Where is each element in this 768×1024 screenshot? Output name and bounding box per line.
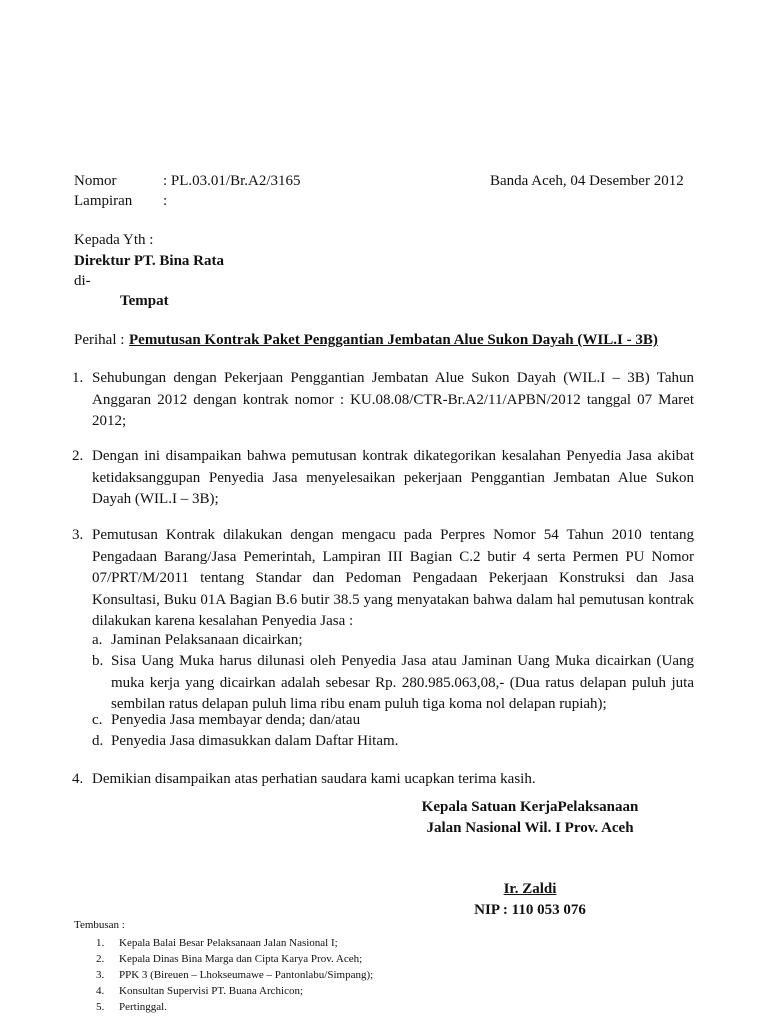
subitem-letter: c. [92, 712, 103, 728]
item-number: 2. [72, 448, 84, 464]
subitem-text: Penyedia Jasa dimasukkan dalam Daftar Hitam. [111, 733, 399, 749]
tembusan-number: 4. [96, 985, 105, 997]
subitem-text: Penyedia Jasa membayar denda; dan/atau [111, 712, 361, 728]
tembusan-label: Tembusan : [74, 919, 125, 931]
item-text: Pemutusan Kontrak dilakukan dengan mengacu pada Perpres Nomor 54 Tahun 2010 tentang Pengadaan Barang/Jasa Pemerintah, Lampiran III Bagian C.2 butir 4 serta Permen PU Nomor 07/PRT/M/2011 tentang Standar dan Pedoman Pengadaan Pekerjaan Konstruksi dan Jasa Konsultasi, Buku 01A Bagian B.6 butir 38.5 yang menyatakan bahwa dalam hal pemutusan kontrak dilakukan karena kesalahan Penyedia Jasa : [92, 527, 694, 629]
item-text: Demikian disampaikan atas perhatian saudara kami ucapkan terima kasih. [92, 771, 536, 787]
signature-title-line2: Jalan Nasional Wil. I Prov. Aceh [426, 820, 634, 836]
tembusan-item: Kepala Dinas Bina Marga dan Cipta Karya Prov. Aceh; [119, 953, 363, 965]
item-number: 4. [72, 771, 84, 787]
tembusan-item: PPK 3 (Bireuen – Lhokseumawe – Pantonlabu/Simpang); [119, 969, 374, 981]
subitem-text: Jaminan Pelaksanaan dicairkan; [111, 632, 303, 648]
tembusan-number: 5. [96, 1001, 105, 1013]
nomor-value: : PL.03.01/Br.A2/3165 [163, 173, 301, 189]
perihal-value: Pemutusan Kontrak Paket Penggantian Jembatan Alue Sukon Dayah (WIL.I - 3B) [129, 332, 658, 348]
signature-title-line1: Kepala Satuan KerjaPelaksanaan [421, 799, 639, 815]
tembusan-number: 1. [96, 937, 105, 949]
item-text: Sehubungan dengan Pekerjaan Penggantian Jembatan Alue Sukon Dayah (WIL.I – 3B) Tahun Anggaran 2012 dengan kontrak nomor : KU.08.08/CTR-Br.A2/11/APBN/2012 tanggal 07 Maret 2012; [92, 370, 694, 429]
tembusan-number: 2. [96, 953, 105, 965]
tembusan-item: Konsultan Supervisi PT. Buana Archicon; [119, 985, 304, 997]
signatory-nip: NIP : 110 053 076 [474, 902, 586, 918]
tembusan-item: Pertinggal. [119, 1001, 167, 1013]
tembusan-number: 3. [96, 969, 105, 981]
tembusan-item: Kepala Balai Besar Pelaksanaan Jalan Nasional I; [119, 937, 338, 949]
item-number: 3. [72, 527, 84, 543]
perihal-label: Perihal : [74, 332, 125, 348]
place-date: Banda Aceh, 04 Desember 2012 [490, 173, 684, 189]
subitem-letter: d. [92, 733, 104, 749]
subitem-text: Sisa Uang Muka harus dilunasi oleh Penyedia Jasa atau Jaminan Uang Muka dicairkan (Uang muka kerja yang dicairkan adalah sebesar Rp. 280.985.063,08,- (Dua ratus delapan puluh juta sembilan ratus delapan puluh lima ribu enam puluh tiga koma nol delapan rupiah); [111, 653, 694, 712]
subitem-letter: a. [92, 632, 103, 648]
item-text: Dengan ini disampaikan bahwa pemutusan kontrak dikategorikan kesalahan Penyedia Jasa akibat ketidaksanggupan Penyedia Jasa menyelesaikan pekerjaan Penggantian Jembatan Alue Sukon Dayah (WIL.I – 3B); [92, 448, 694, 507]
recipient-di: di- [74, 273, 91, 289]
lampiran-label: Lampiran [74, 193, 133, 209]
subitem-letter: b. [92, 653, 104, 669]
nomor-label: Nomor [74, 173, 117, 189]
signatory-name: Ir. Zaldi [503, 881, 557, 897]
recipient-name: Direktur PT. Bina Rata [74, 253, 225, 269]
recipient-tempat: Tempat [120, 293, 169, 309]
kepada-yth: Kepada Yth : [74, 232, 154, 248]
lampiran-value: : [163, 193, 168, 209]
item-number: 1. [72, 370, 84, 386]
